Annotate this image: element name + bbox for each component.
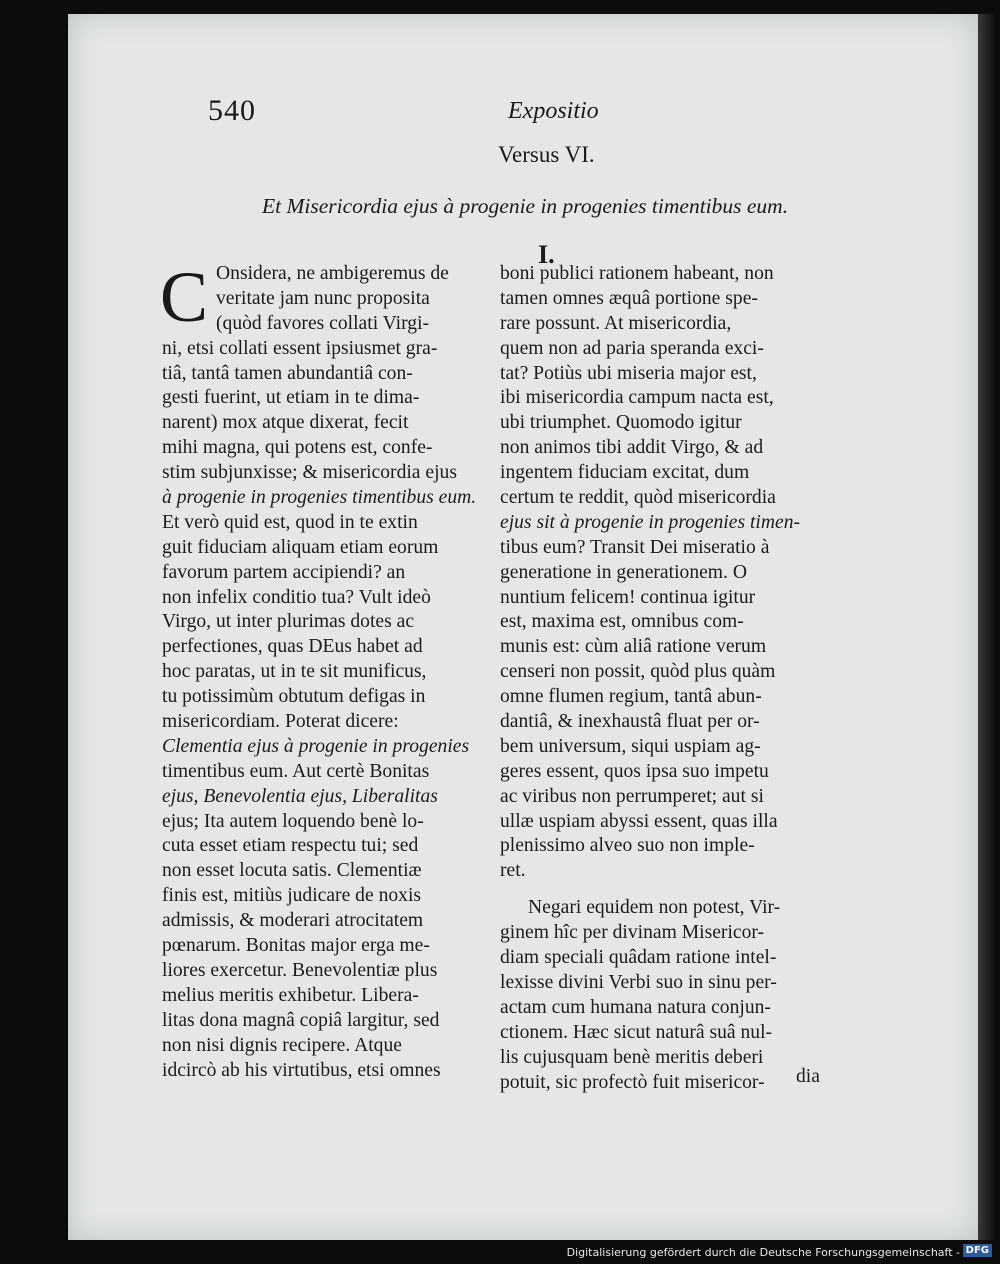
dfg-logo: DFG (963, 1244, 992, 1257)
text-line: tibus eum? Transit Dei miseratio à (500, 536, 770, 558)
text-line: Negari equidem non potest, Vir- (528, 897, 781, 919)
text-line: hoc paratas, ut in te sit munificus, (162, 661, 427, 683)
text-line: ingentem fiduciam excitat, dum (500, 462, 750, 484)
text-line: ubi triumphet. Quomodo igitur (500, 412, 742, 434)
digitization-credit: Digitalisierung gefördert durch die Deutsche Forschungsgemeinschaft - (566, 1246, 960, 1259)
catchword: dia (796, 1066, 820, 1087)
paragraph-gap (500, 884, 860, 896)
text-line: non animos tibi addit Virgo, & ad (500, 437, 764, 459)
text-line: plenissimo alveo suo non imple- (500, 835, 755, 857)
text-line: ibi misericordia campum nacta est, (500, 387, 774, 409)
text-line: geres essent, quos ipsa suo impetu (500, 760, 769, 782)
text-line: ni, etsi collati essent ipsiusmet gra- (162, 337, 438, 359)
text-line: melius meritis exhibetur. Libera- (162, 984, 419, 1006)
text-line: Onsidera, ne ambigeremus de (216, 263, 449, 284)
text-line: gesti fuerint, ut etiam in te dima- (162, 387, 420, 409)
text-line: boni publici rationem habeant, non (500, 263, 774, 284)
left-text-column (160, 257, 552, 1083)
verse-heading: Versus VI. (498, 142, 595, 167)
text-line: ejus sit à progenie in progenies timen- (500, 511, 801, 533)
text-line: ullæ uspiam abyssi essent, quas illa (500, 810, 778, 832)
text-line: finis est, mitiùs judicare de noxis (162, 885, 422, 907)
text-line: Virgo, ut inter plurimas dotes ac (162, 611, 415, 633)
text-line: perfectiones, quas DEus habet ad (162, 636, 423, 658)
text-line: misericordiam. Poterat dicere: (162, 711, 399, 733)
text-line: favorum partem accipiendi? an (162, 561, 406, 583)
text-line: censeri non possit, quòd plus quàm (500, 661, 776, 683)
verse-text: Et Misericordia ejus à progenie in progenies timentibus eum. (262, 194, 789, 218)
text-line: diam speciali quâdam ratione intel- (500, 947, 777, 969)
text-line: tiâ, tantâ tamen abundantiâ con- (162, 362, 413, 384)
text-line: tat? Potiùs ubi miseria major est, (500, 362, 757, 384)
text-line: narent) mox atque dixerat, fecit (162, 412, 409, 434)
text-line: potuit, sic profectò fuit misericor- (500, 1071, 765, 1093)
text-line: litas dona magnâ copiâ largitur, sed (162, 1009, 440, 1031)
text-line: mihi magna, qui potens est, confe- (162, 437, 433, 459)
text-line: dantiâ, & inexhaustâ fluat per or- (500, 711, 760, 733)
text-line: est, maxima est, omnibus com- (500, 611, 744, 633)
text-line: tamen omnes æquâ portione spe- (500, 287, 758, 309)
text-line: ctionem. Hæc sicut naturâ suâ nul- (500, 1021, 773, 1043)
text-line: non infelix conditio tua? Vult ideò (162, 586, 431, 608)
text-line: ejus, Benevolentia ejus, Liberalitas (162, 785, 438, 807)
text-line: ginem hîc per divinam Misericor- (500, 922, 765, 944)
text-line: tu potissimùm obtutum defigas in (162, 686, 426, 708)
text-line: rare possunt. At misericordia, (500, 312, 732, 334)
page-number: 540 (208, 94, 256, 127)
text-line: ac viribus non perrumperet; aut si (500, 785, 764, 807)
text-line: timentibus eum. Aut certè Bonitas (162, 760, 430, 782)
text-line: nuntium felicem! continua igitur (500, 586, 756, 608)
text-line: (quòd favores collati Virgi- (216, 312, 430, 334)
text-line: admissis, & moderari atrocitatem (162, 910, 424, 932)
text-line: lexisse divini Verbi suo in sinu per- (500, 971, 777, 993)
text-line: cuta esset etiam respectu tui; sed (162, 835, 419, 857)
text-line: à progenie in progenies timentibus eum. (162, 487, 477, 509)
text-line: bem universum, siqui uspiam ag- (500, 735, 761, 757)
text-line: lis cujusquam benè meritis deberi (500, 1046, 764, 1068)
right-text-column (500, 262, 860, 1095)
section-numeral: I. (538, 240, 555, 269)
text-line: omne flumen regium, tantâ abun- (500, 686, 762, 708)
text-line: non nisi dignis recipere. Atque (162, 1034, 402, 1056)
text-line: guit fiduciam aliquam etiam eorum (162, 536, 439, 558)
text-line: generatione in generationem. O (500, 561, 747, 583)
text-line: ret. (500, 860, 526, 882)
text-line: quem non ad paria speranda exci- (500, 337, 764, 359)
text-line: veritate jam nunc proposita (216, 287, 430, 309)
text-line: Clementia ejus à progenie in progenies (162, 735, 470, 757)
text-line: Et verò quid est, quod in te extin (162, 511, 418, 533)
text-line: actam cum humana natura conjun- (500, 996, 771, 1018)
running-head: Expositio (508, 98, 599, 124)
text-line: idcircò ab his virtutibus, etsi omnes (162, 1059, 441, 1081)
text-line: stim subjunxisse; & misericordia ejus (162, 462, 457, 484)
text-line: non esset locuta satis. Clementiæ (162, 860, 422, 882)
drop-capital: C (160, 257, 209, 337)
text-line: certum te reddit, quòd misericordia (500, 487, 776, 509)
text-line: ejus; Ita autem loquendo benè lo- (162, 810, 424, 832)
text-line: pœnarum. Bonitas major erga me- (162, 935, 430, 957)
text-line: liores exercetur. Benevolentiæ plus (162, 959, 438, 981)
text-line: munis est: cùm aliâ ratione verum (500, 636, 767, 658)
